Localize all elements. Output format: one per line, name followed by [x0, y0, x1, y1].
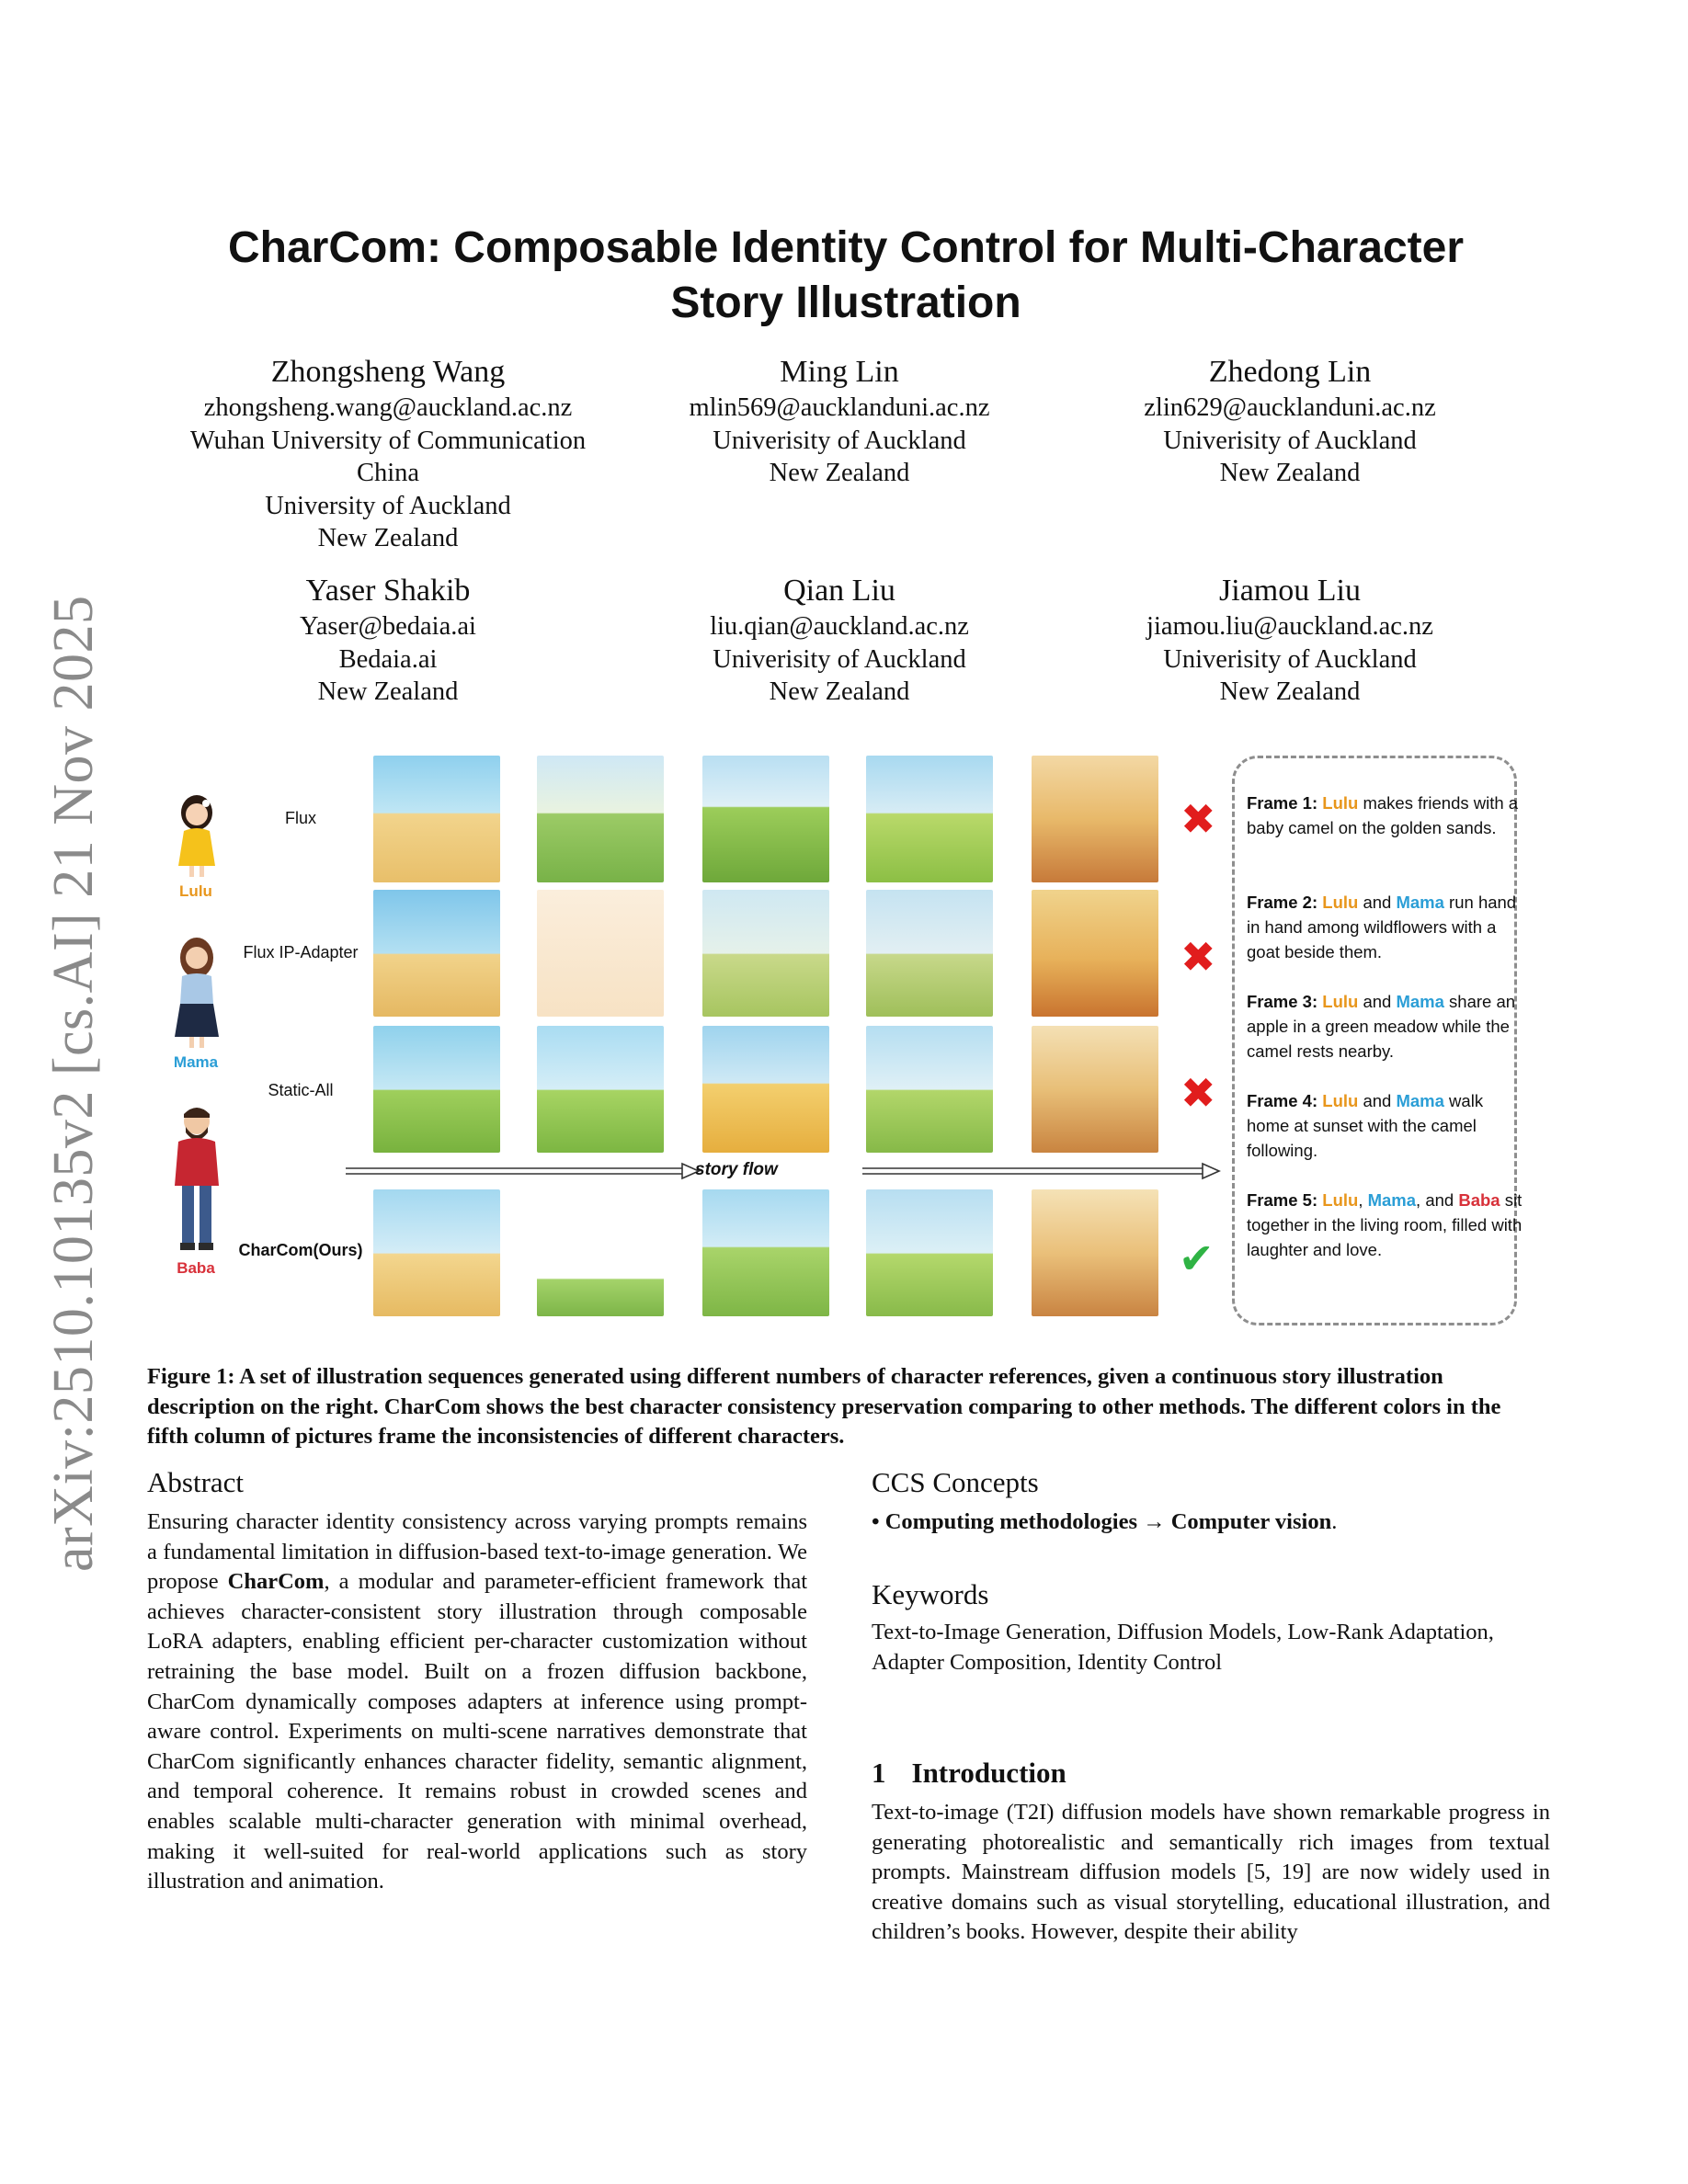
illustration-panel — [373, 890, 500, 1017]
figure-1 — [147, 745, 1545, 1333]
author-affiliation: Univerisity of Auckland — [1163, 426, 1417, 455]
keywords-text: Text-to-Image Generation, Diffusion Models, Low-Rank Adaptation, Adapter Composition, Identity Control — [872, 1620, 1494, 1675]
illustration-panel — [1032, 1189, 1158, 1316]
frame-description: Frame 1: Lulu makes friends with a baby camel on the golden sands. — [1247, 793, 1519, 837]
author-affiliation: New Zealand — [317, 524, 459, 552]
illustration-panel — [537, 756, 664, 882]
author-email[interactable]: liu.qian@auckland.ac.nz — [710, 612, 969, 641]
author-affiliation: Bedaia.ai — [338, 644, 438, 674]
author-name: Yaser Shakib — [305, 574, 471, 608]
abstract-heading: Abstract — [147, 1466, 245, 1498]
lulu-label: Lulu — [179, 882, 212, 900]
illustration-panel — [702, 890, 829, 1017]
paper-title — [147, 221, 1545, 331]
illustration-panel — [866, 890, 993, 1017]
row-label-charcom: CharCom(Ours) — [238, 1241, 363, 1259]
author-block — [1051, 572, 1529, 709]
illustration-panel — [373, 1189, 500, 1316]
illustration-panel — [373, 1026, 500, 1153]
author-email[interactable]: mlin569@aucklanduni.ac.nz — [689, 393, 990, 422]
author-block — [149, 353, 627, 555]
introduction-text: Text-to-image (T2I) diffusion models have shown remarkable progress in generating photorealistic and semantically rich images from textual prompts. Mainstream diffusion models [5, 19] are now widely used in creative domains such as visual storytelling, educational illustration, and children’s books. However, despite their ability — [872, 1800, 1550, 1945]
ccs-heading: CCS Concepts — [872, 1466, 1039, 1498]
illustration-panel — [537, 1189, 664, 1316]
illustration-panel — [866, 1026, 993, 1153]
illustration-panel — [866, 1189, 993, 1316]
illustration-panel — [1032, 1026, 1158, 1153]
author-affiliation: New Zealand — [1219, 459, 1361, 487]
check-icon: ✔ — [1179, 1234, 1215, 1283]
author-block — [149, 572, 627, 709]
mama-character-image — [164, 934, 230, 1053]
illustration-panel — [702, 756, 829, 882]
cross-icon: ✖ — [1180, 794, 1216, 844]
illustration-panel — [537, 1026, 664, 1153]
illustration-panel — [702, 1026, 829, 1153]
mama-label: Mama — [173, 1053, 219, 1071]
author-affiliation: Univerisity of Auckland — [1163, 644, 1417, 674]
frame-description: Frame 3: Lulu and Mama share an apple in a green meadow while the camel rests nearby. — [1247, 992, 1516, 1061]
baba-character-image — [164, 1101, 230, 1257]
ccs-concepts: • Computing methodologies → Computer vision. — [872, 1509, 1338, 1534]
keywords-heading: Keywords — [872, 1578, 989, 1610]
illustration-panel — [702, 1189, 829, 1316]
author-affiliation: University of Auckland — [265, 491, 511, 520]
illustration-panel — [1032, 756, 1158, 882]
story-flow-arrow — [346, 1158, 1221, 1184]
author-affiliation: New Zealand — [769, 459, 910, 487]
arxiv-identifier: arXiv:2510.10135v2 [cs.AI] 21 Nov 2025 — [42, 595, 105, 1572]
story-flow-label: story flow — [695, 1160, 778, 1179]
introduction-heading: 1 Introduction — [872, 1757, 1066, 1789]
title-line-1: CharCom: Composable Identity Control for Multi-Character — [227, 223, 1465, 272]
author-block — [600, 353, 1078, 490]
author-name: Ming Lin — [780, 355, 899, 389]
cross-icon: ✖ — [1180, 932, 1216, 982]
cross-icon: ✖ — [1180, 1068, 1216, 1118]
figure-caption: Figure 1: A set of illustration sequences generated using different numbers of character references, given a continuous story illustration description on the right. CharCom shows the best character consistency preservation comparing to other methods. The different colors in the fifth column of pictures frame the inconsistencies of different characters. — [147, 1364, 1501, 1449]
author-affiliation: Univerisity of Auckland — [713, 644, 966, 674]
author-email[interactable]: jiamou.liu@auckland.ac.nz — [1146, 612, 1433, 641]
author-name: Zhedong Lin — [1208, 355, 1372, 389]
baba-label: Baba — [177, 1259, 215, 1277]
author-email[interactable]: zhongsheng.wang@auckland.ac.nz — [203, 393, 573, 422]
author-block — [600, 572, 1078, 709]
author-affiliation: New Zealand — [317, 677, 459, 706]
author-name: Zhongsheng Wang — [270, 355, 506, 389]
lulu-character-image — [164, 791, 230, 882]
author-name: Jiamou Liu — [1219, 574, 1361, 608]
author-name: Qian Liu — [783, 574, 895, 608]
frame-description: Frame 2: Lulu and Mama run hand in hand among wildflowers with a goat beside them. — [1247, 893, 1517, 961]
author-affiliation: New Zealand — [1219, 677, 1361, 706]
abstract-text: Ensuring character identity consistency across varying prompts remains a fundamental limitation in diffusion-based text-to-image generation. We propose CharCom, a modular and parameter-efficient framework that achieves character-consistent story illustration through composable LoRA adapters, enabling efficient per-character customization without retraining the base model. Built on a frozen diffusion backbone, CharCom dynamically composes adapters at inference using prompt-aware control. Experiments on multi-scene narratives demonstrate that CharCom significantly enhances character fidelity, semantic alignment, and temporal coherence. It remains robust in crowded scenes and enables scalable multi-character generation with minimal overhead, making it well-suited for real-world applications such as story illustration and animation. — [147, 1509, 808, 1894]
illustration-panel — [1032, 890, 1158, 1017]
author-email[interactable]: Yaser@bedaia.ai — [300, 612, 476, 641]
illustration-panel — [373, 756, 500, 882]
row-label-flux: Flux — [284, 809, 316, 827]
author-email[interactable]: zlin629@aucklanduni.ac.nz — [1144, 393, 1436, 422]
illustration-panel — [866, 756, 993, 882]
author-affiliation: China — [356, 459, 420, 487]
row-label-flux-ip-adapter: Flux IP-Adapter — [243, 943, 359, 961]
illustration-panel — [537, 890, 664, 1017]
author-block — [1051, 353, 1529, 490]
title-line-2: Story Illustration — [670, 279, 1021, 327]
author-affiliation: Univerisity of Auckland — [713, 426, 966, 455]
frame-description: Frame 5: Lulu, Mama, and Baba sit together in the living room, filled with laughter and love. — [1247, 1190, 1523, 1259]
row-label-static-all: Static-All — [268, 1081, 334, 1099]
author-affiliation: Wuhan University of Communication — [189, 426, 587, 455]
frame-description: Frame 4: Lulu and Mama walk home at sunset with the camel following. — [1247, 1091, 1484, 1160]
author-affiliation: New Zealand — [769, 677, 910, 706]
